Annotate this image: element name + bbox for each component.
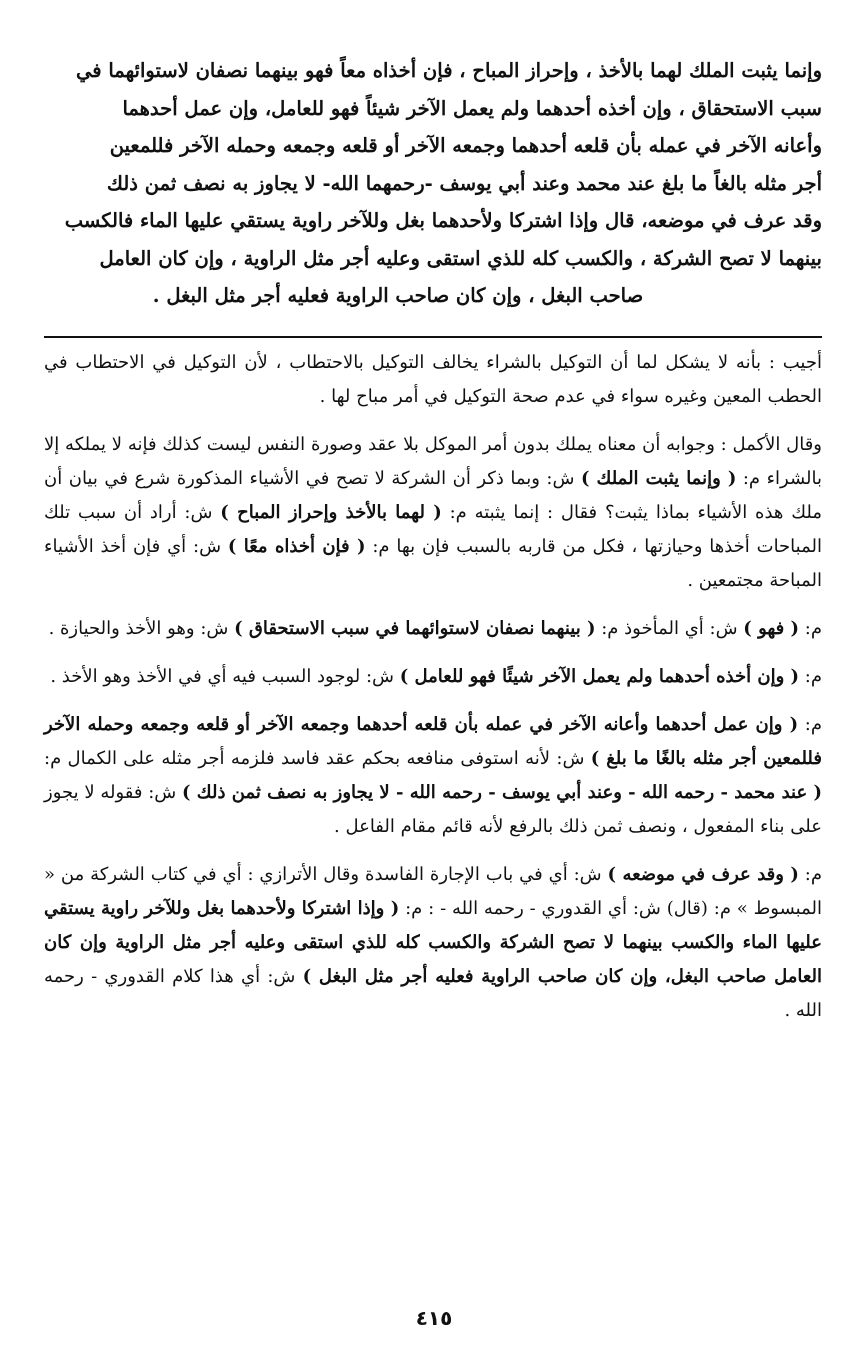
matn-text	[44, 52, 822, 315]
page-body	[44, 52, 822, 1042]
commentary-text: ش: وهو الأخذ والحيازة .	[48, 617, 235, 639]
commentary-text: وقال الأكمل : وجوابه أن معناه يملك بدون أمر الموكل بلا عقد وصورة النفس ليست كذلك فإنه لا يملكه إلا بالشراء م:	[44, 433, 823, 489]
commentary-text: ش: أي في باب الإجارة الفاسدة وقال الأترازي : أي في كتاب الشركة من « المبسوط » م: (قال) ش: أي القدوري - رحمه الله - : م:	[44, 863, 822, 919]
matn-line: وإنما يثبت الملك لهما بالأخذ ، وإحراز المباح ، فإن أخذاه معاً فهو بينهما نصفان لاستوائهما في	[75, 59, 822, 82]
commentary-text: ش: فقوله لا يجوز على بناء المفعول ، ونصف ثمن ذلك بالرفع لأنه قائم مقام الفاعل .	[44, 781, 822, 837]
matn-line: وأعانه الآخر في عمله بأن قلعه أحدهما وجمعه الآخر أو قلعه وجمعه وحمله الآخر فللمعين	[109, 134, 822, 157]
matn-quote: ( وإن عمل أحدهما وأعانه الآخر في عمله بأن قلعه أحدهما وجمعه الآخر أو قلعه وجمعه وحمله الآخر فللمعين أجر مثله بالغًا ما بلغ )	[44, 713, 822, 769]
commentary-text: ش: أي المأخوذ م:	[595, 617, 744, 639]
commentary-text: أجيب : بأنه لا يشكل لما أن التوكيل بالشراء يخالف التوكيل بالاحتطاب ، لأن التوكيل في الاحتطاب في الحطب المعين وغيره سواء في عدم صحة التوكيل في أمر مباح لها .	[44, 351, 822, 407]
matn-quote: ( فهو )	[743, 617, 800, 639]
matn-quote: ( لهما بالأخذ وإحراز المباح )	[220, 501, 442, 523]
matn-quote: ( فإن أخذاه معًا )	[227, 535, 366, 557]
matn-line: سبب الاستحقاق ، وإن أخذه أحدهما ولم يعمل الآخر شيئاً فهو للعامل، وإن عمل أحدهما	[122, 96, 822, 120]
matn-quote: ( وإذا اشتركا ولأحدهما بغل وللآخر راوية يستقي عليها الماء والكسب بينهما لا تصح الشركة والكسب كله للذي استقى وعليه أجر مثل الراوية وإن كان العامل صاحب البغل، وإن كان صاحب الراوية فعليه أجر مثل البغل )	[44, 897, 823, 987]
matn-quote: ( وقد عرف في موضعه )	[607, 863, 799, 885]
matn-quote: ( عند محمد - رحمه الله - وعند أبي يوسف - رحمه الله - لا يجاوز به نصف ثمن ذلك )	[182, 781, 823, 803]
matn-line: أجر مثله بالغاً ما بلغ عند محمد وعند أبي يوسف -رحمهما الله- لا يجاوز به نصف ثمن ذلك	[106, 171, 822, 195]
matn-line: صاحب البغل ، وإن كان صاحب الراوية فعليه أجر مثل البغل .	[152, 284, 644, 307]
matn-quote: ( وإن أخذه أحدهما ولم يعمل الآخر شيئًا فهو للعامل )	[399, 665, 800, 687]
section-divider	[44, 336, 822, 338]
commentary-paragraph	[44, 428, 822, 598]
commentary-text: ش: وبما ذكر أن الشركة لا تصح في الأشياء المذكورة شرع في بيان أن ملك هذه الأشياء بماذا يثبت؟ فقال : إنما يثبته م:	[44, 467, 822, 523]
commentary-paragraph	[44, 858, 822, 1028]
commentary-paragraph	[44, 708, 822, 844]
commentary-text: م:	[799, 617, 822, 639]
commentary-text: ش: أي فإن أخذ الأشياء المباحة مجتمعين .	[44, 535, 822, 591]
matn-quote: ( وإنما يثبت الملك )	[580, 467, 737, 489]
matn-line: بينهما لا تصح الشركة ، والكسب كله للذي استقى وعليه أجر مثل الراوية ، وإن كان العامل	[99, 246, 822, 270]
commentary-paragraph	[44, 612, 822, 646]
matn-quote: ( بينهما نصفان لاستوائهما في سبب الاستحقاق )	[234, 617, 596, 639]
commentary-text: م:	[799, 665, 822, 687]
matn-line: وقد عرف في موضعه، قال وإذا اشتركا ولأحدهما بغل وللآخر راوية يستقي عليها الماء فالكسب	[64, 209, 822, 232]
page-number: ٤١٥	[415, 1306, 453, 1330]
commentary-text: ش: أراد أن سبب تلك المباحات أخذها وحيازتها ، فكل من قاربه بالسبب فإن بها م:	[44, 501, 822, 557]
commentary-text: ش: لأنه استوفى منافعه بحكم عقد فاسد فلزمه أجر مثله على الكمال م:	[44, 747, 591, 769]
commentary-paragraph	[44, 346, 822, 414]
commentary-text: ش: أي هذا كلام القدوري - رحمه الله .	[44, 965, 822, 1021]
commentary	[44, 346, 822, 1028]
commentary-text: ش: لوجود السبب فيه أي في الأخذ وهو الأخذ .	[50, 665, 400, 687]
commentary-paragraph	[44, 660, 822, 694]
commentary-text: م:	[798, 713, 822, 735]
commentary-text: م:	[798, 863, 822, 885]
